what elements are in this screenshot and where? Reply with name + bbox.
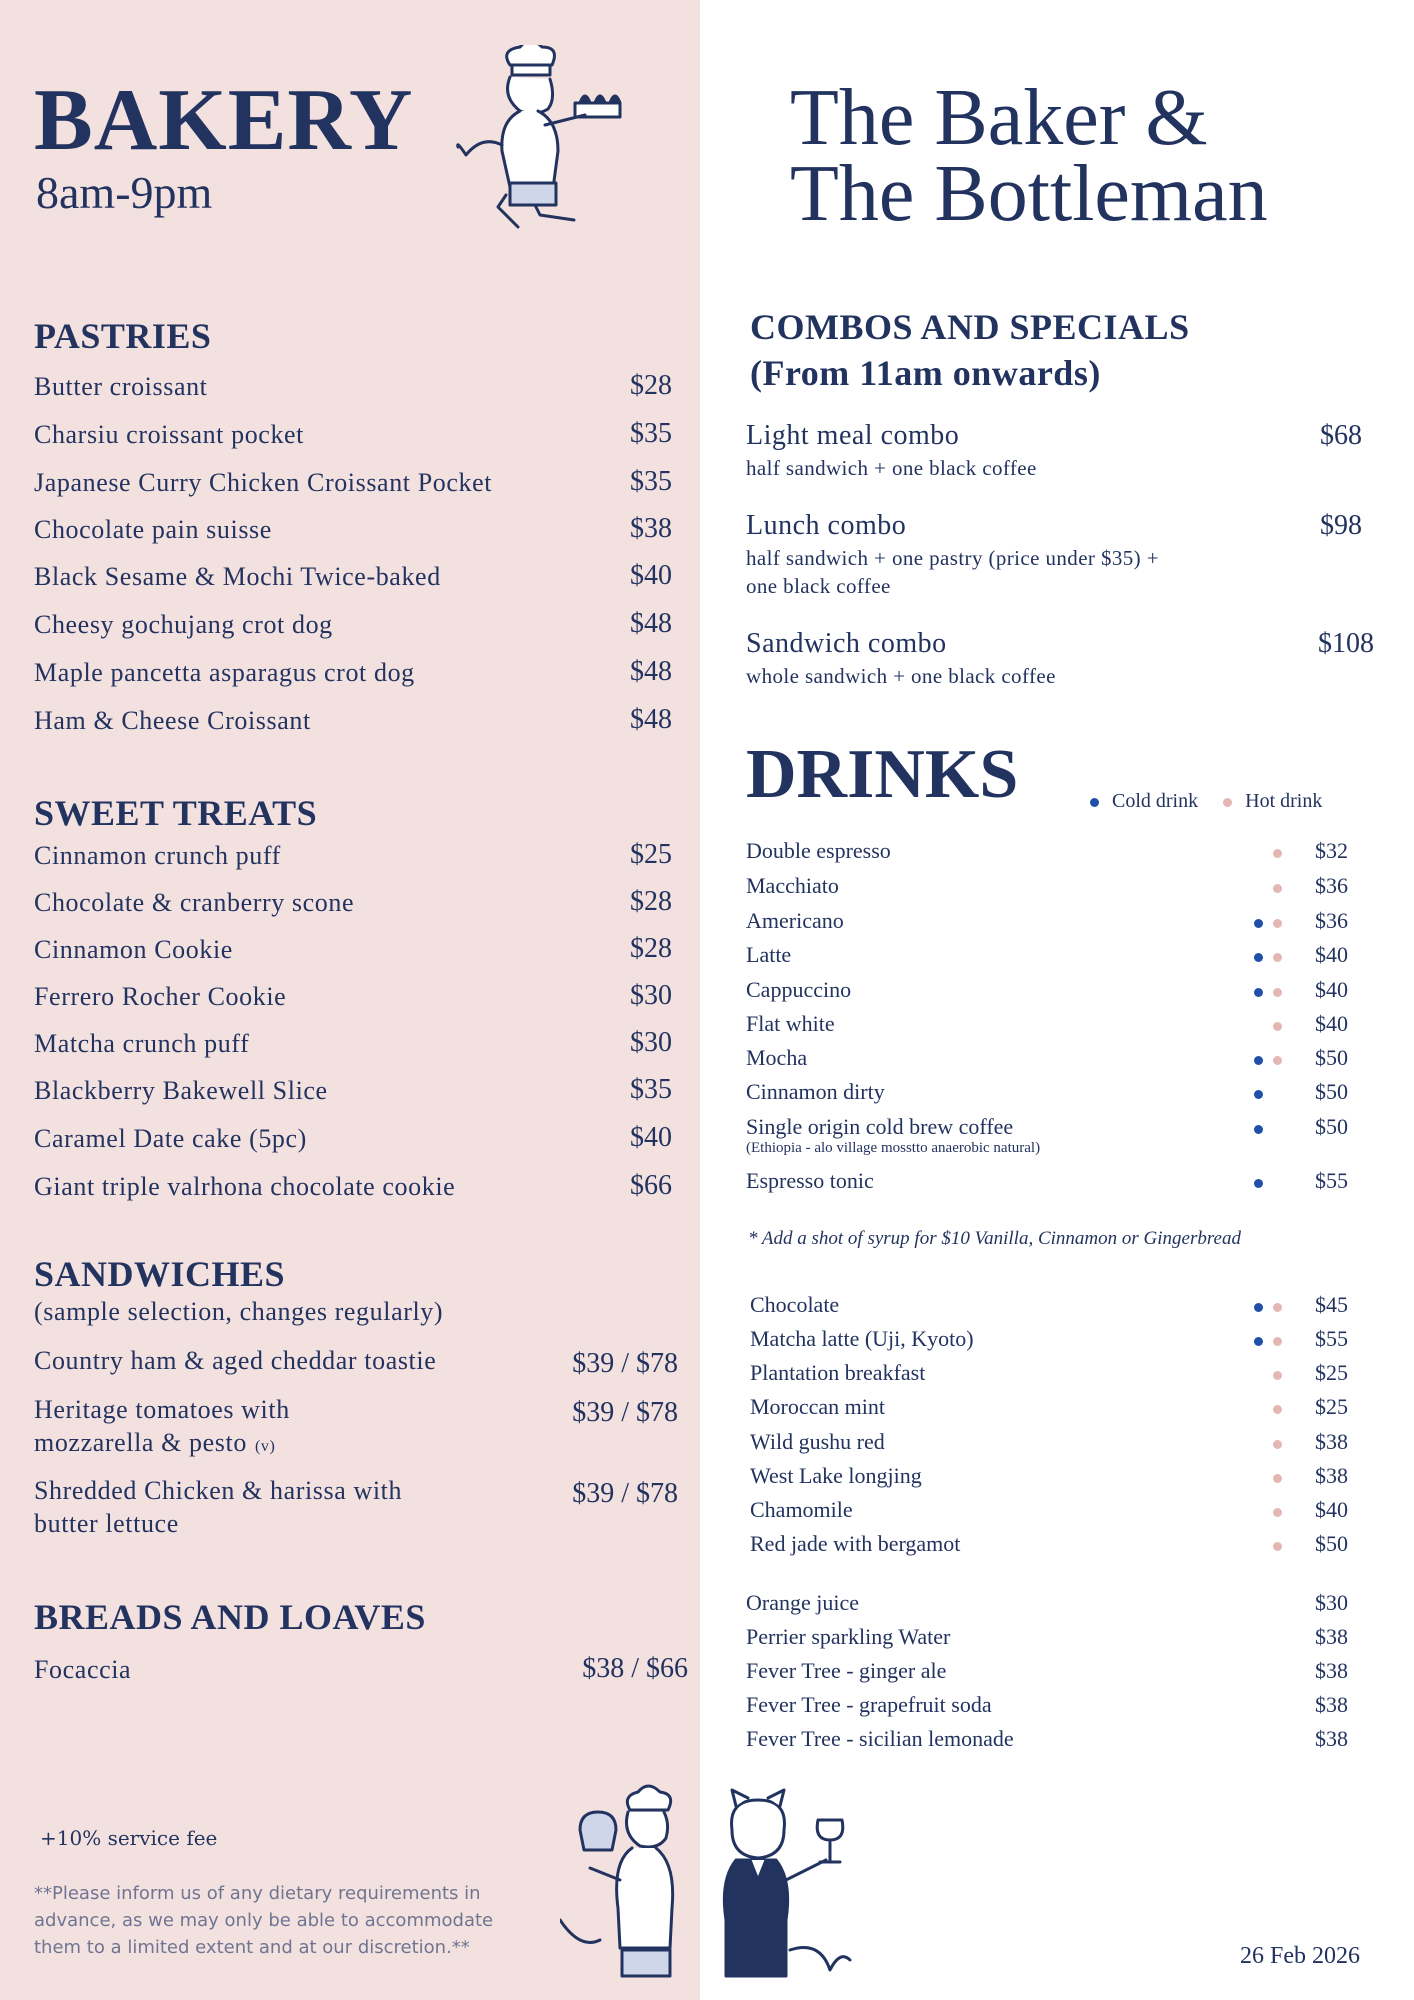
sandwich-name-line-1: Heritage tomatoes with	[34, 1395, 290, 1424]
menu-item-price: $35	[630, 466, 672, 497]
drink-name: Fever Tree - sicilian lemonade	[746, 1726, 1014, 1751]
hot-drink-dot-icon	[1273, 1022, 1282, 1031]
sandwich-price: $39 / $78	[572, 1478, 678, 1509]
drink-name: Perrier sparkling Water	[746, 1624, 951, 1649]
drink-name: Moroccan mint	[750, 1394, 886, 1419]
menu-item-name: Giant triple valrhona chocolate cookie	[34, 1172, 456, 1201]
cold-drink-dot-icon	[1254, 988, 1263, 997]
sandwich-name-line-1: Shredded Chicken & harissa with	[34, 1476, 403, 1505]
hot-drink-dot-icon	[1273, 953, 1282, 962]
drink-origin-note: (Ethiopia - alo village mosstto anaerobic natural)	[746, 1140, 1041, 1156]
cold-drink-dot-icon	[1254, 1337, 1263, 1346]
menu-item-name: Blackberry Bakewell Slice	[34, 1076, 328, 1105]
drink-name: Fever Tree - grapefruit soda	[746, 1692, 992, 1717]
hot-drink-dot-icon	[1273, 1337, 1282, 1346]
drinks-title: DRINKS	[746, 736, 1019, 813]
menu-item-price: $28	[630, 886, 672, 917]
drink-price: $50	[1315, 1531, 1348, 1556]
drink-price: $55	[1315, 1326, 1348, 1351]
sandwich-name-line-2	[34, 1509, 179, 1539]
hot-drink-dot-icon	[1273, 1474, 1282, 1483]
drink-price: $25	[1315, 1360, 1348, 1385]
drink-price: $38	[1315, 1429, 1348, 1454]
drink-price: $36	[1315, 908, 1348, 933]
sandwich-price: $39 / $78	[572, 1348, 678, 1379]
hot-drink-dot-icon	[1273, 1405, 1282, 1414]
drink-name: West Lake longjing	[750, 1463, 922, 1488]
sandwich-line-2-text: butter lettuce	[34, 1509, 179, 1538]
menu-item-price: $38 / $66	[582, 1653, 688, 1684]
combo-description: half sandwich + one pastry (price under $35) +	[746, 546, 1159, 570]
drink-name: Latte	[746, 942, 792, 967]
menu-item-name: Chocolate pain suisse	[34, 515, 272, 544]
bakery-hours: 8am-9pm	[36, 167, 213, 218]
menu-item-name: Cheesy gochujang crot dog	[34, 610, 333, 639]
drink-price: $38	[1315, 1692, 1348, 1717]
drink-name: Espresso tonic	[746, 1168, 874, 1193]
combo-price: $108	[1318, 628, 1374, 659]
drink-price: $30	[1315, 1590, 1348, 1615]
menu-item-price: $30	[630, 1027, 672, 1058]
drink-price: $40	[1315, 977, 1348, 1002]
menu-item-name: Ham & Cheese Croissant	[34, 706, 311, 735]
legend-hot-label: Hot drink	[1245, 790, 1323, 812]
drink-price: $32	[1315, 838, 1348, 863]
combos-title-line-1: COMBOS AND SPECIALS	[750, 307, 1190, 347]
combo-description-line-2: one black coffee	[746, 574, 891, 598]
hot-drink-dot-icon	[1273, 1056, 1282, 1065]
drink-name: Cappuccino	[746, 977, 852, 1002]
breads-title: BREADS AND LOAVES	[34, 1597, 426, 1637]
drink-price: $40	[1315, 942, 1348, 967]
cold-drink-dot-icon	[1254, 1179, 1263, 1188]
menu-item-price: $25	[630, 839, 672, 870]
brand-line-1: The Baker &	[790, 74, 1208, 162]
drink-name: Chocolate	[750, 1292, 840, 1317]
chef-dog-illustration	[450, 45, 640, 245]
combo-name: Lunch combo	[746, 510, 907, 541]
menu-item-name: Charsiu croissant pocket	[34, 420, 305, 449]
drink-price: $50	[1315, 1114, 1348, 1139]
drink-name: Chamomile	[750, 1497, 853, 1522]
drink-name: Wild gushu red	[750, 1429, 885, 1454]
sandwich-name-line-1: Country ham & aged cheddar toastie	[34, 1346, 437, 1375]
menu-date: 26 Feb 2026	[1240, 1943, 1360, 1969]
sweet-treats-title: SWEET TREATS	[34, 793, 318, 833]
menu-item-price: $40	[630, 1122, 672, 1153]
menu-item-price: $28	[630, 370, 672, 401]
cold-drink-dot-icon	[1254, 1056, 1263, 1065]
menu-item-price: $40	[630, 560, 672, 591]
drink-price: $40	[1315, 1011, 1348, 1036]
drink-name: Matcha latte (Uji, Kyoto)	[750, 1326, 974, 1351]
combo-name: Light meal combo	[746, 420, 960, 451]
drink-name: Flat white	[746, 1011, 835, 1036]
brand-name	[790, 74, 1268, 238]
drink-name: Mocha	[746, 1045, 808, 1070]
cold-drink-dot-icon	[1090, 798, 1099, 807]
menu-item-price: $48	[630, 704, 672, 735]
drink-name: Single origin cold brew coffee	[746, 1114, 1014, 1139]
combo-description: whole sandwich + one black coffee	[746, 664, 1056, 688]
hot-drink-dot-icon	[1273, 1303, 1282, 1312]
menu-item-name: Ferrero Rocher Cookie	[34, 982, 287, 1011]
hot-drink-dot-icon	[1273, 884, 1282, 893]
menu-item-name: Caramel Date cake (5pc)	[34, 1124, 307, 1153]
menu-item-price: $66	[630, 1170, 672, 1201]
drink-price: $40	[1315, 1497, 1348, 1522]
cold-drink-dot-icon	[1254, 1125, 1263, 1134]
dietary-note: **Please inform us of any dietary requirements in advance, as we may only be able to accommodate them to a limited extent and at our discretion.**	[34, 1883, 494, 1958]
drink-name: Double espresso	[746, 838, 891, 863]
combo-price: $68	[1320, 420, 1362, 451]
cold-drink-dot-icon	[1254, 953, 1263, 962]
brand-line-2: The Bottleman	[790, 150, 1268, 238]
menu-item-name: Maple pancetta asparagus crot dog	[34, 658, 415, 687]
menu-item-price: $28	[630, 933, 672, 964]
cold-drink-dot-icon	[1254, 919, 1263, 928]
drink-name: Cinnamon dirty	[746, 1079, 885, 1104]
menu-item-name: Cinnamon Cookie	[34, 935, 233, 964]
combo-description: half sandwich + one black coffee	[746, 456, 1037, 480]
hot-drink-dot-icon	[1273, 988, 1282, 997]
syrup-note: * Add a shot of syrup for $10 Vanilla, Cinnamon or Gingerbread	[748, 1228, 1241, 1249]
drink-price: $25	[1315, 1394, 1348, 1419]
drink-price: $45	[1315, 1292, 1348, 1317]
hot-drink-dot-icon	[1273, 1542, 1282, 1551]
bakery-title: BAKERY	[34, 72, 414, 169]
drink-price: $38	[1315, 1726, 1348, 1751]
baker-and-bottleman-illustration	[560, 1780, 860, 1990]
combos-title-line-2: (From 11am onwards)	[750, 353, 1101, 393]
drink-price: $50	[1315, 1079, 1348, 1104]
menu-item-name: Butter croissant	[34, 372, 208, 401]
menu-item-name: Japanese Curry Chicken Croissant Pocket	[34, 468, 493, 497]
drink-price: $38	[1315, 1624, 1348, 1649]
drink-price: $55	[1315, 1168, 1348, 1193]
menu-item-price: $48	[630, 608, 672, 639]
cold-drink-dot-icon	[1254, 1303, 1263, 1312]
hot-drink-dot-icon	[1273, 1440, 1282, 1449]
menu-item-price: $38	[630, 513, 672, 544]
drink-name: Fever Tree - ginger ale	[746, 1658, 947, 1683]
drinks-legend	[1090, 790, 1322, 813]
hot-drink-dot-icon	[1273, 919, 1282, 928]
menu-item-name: Focaccia	[34, 1655, 132, 1684]
menu-item-name: Black Sesame & Mochi Twice-baked	[34, 562, 441, 591]
hot-drink-dot-icon	[1273, 1508, 1282, 1517]
drink-name: Macchiato	[746, 873, 839, 898]
menu-item-price: $35	[630, 418, 672, 449]
pastries-title: PASTRIES	[34, 316, 212, 356]
menu-item-name: Cinnamon crunch puff	[34, 841, 281, 870]
drink-price: $38	[1315, 1463, 1348, 1488]
drink-name: Americano	[746, 908, 844, 933]
hot-drink-dot-icon	[1223, 798, 1232, 807]
sandwich-line-2-text: mozzarella & pesto	[34, 1428, 247, 1457]
menu-item-name: Matcha crunch puff	[34, 1029, 250, 1058]
hot-drink-dot-icon	[1273, 849, 1282, 858]
sandwiches-subtitle: (sample selection, changes regularly)	[34, 1297, 444, 1326]
legend-cold-label: Cold drink	[1112, 790, 1199, 812]
combo-price: $98	[1320, 510, 1362, 541]
drink-name: Red jade with bergamot	[750, 1531, 961, 1556]
combos-title	[750, 306, 1190, 394]
sandwiches-title: SANDWICHES	[34, 1254, 286, 1294]
menu-item-name: Chocolate & cranberry scone	[34, 888, 355, 917]
drink-price: $50	[1315, 1045, 1348, 1070]
combo-name: Sandwich combo	[746, 628, 947, 659]
menu-item-price: $30	[630, 980, 672, 1011]
service-fee: +10% service fee	[40, 1826, 218, 1850]
drink-name: Orange juice	[746, 1590, 859, 1615]
menu-item-price: $35	[630, 1074, 672, 1105]
menu-item-price: $48	[630, 656, 672, 687]
hot-drink-dot-icon	[1273, 1371, 1282, 1380]
drink-price: $36	[1315, 873, 1348, 898]
sandwich-name-line-2	[34, 1428, 275, 1458]
drink-name: Plantation breakfast	[750, 1360, 926, 1385]
drink-price: $38	[1315, 1658, 1348, 1683]
sandwich-price: $39 / $78	[572, 1397, 678, 1428]
cold-drink-dot-icon	[1254, 1090, 1263, 1099]
vegetarian-tag: (v)	[254, 1438, 276, 1455]
